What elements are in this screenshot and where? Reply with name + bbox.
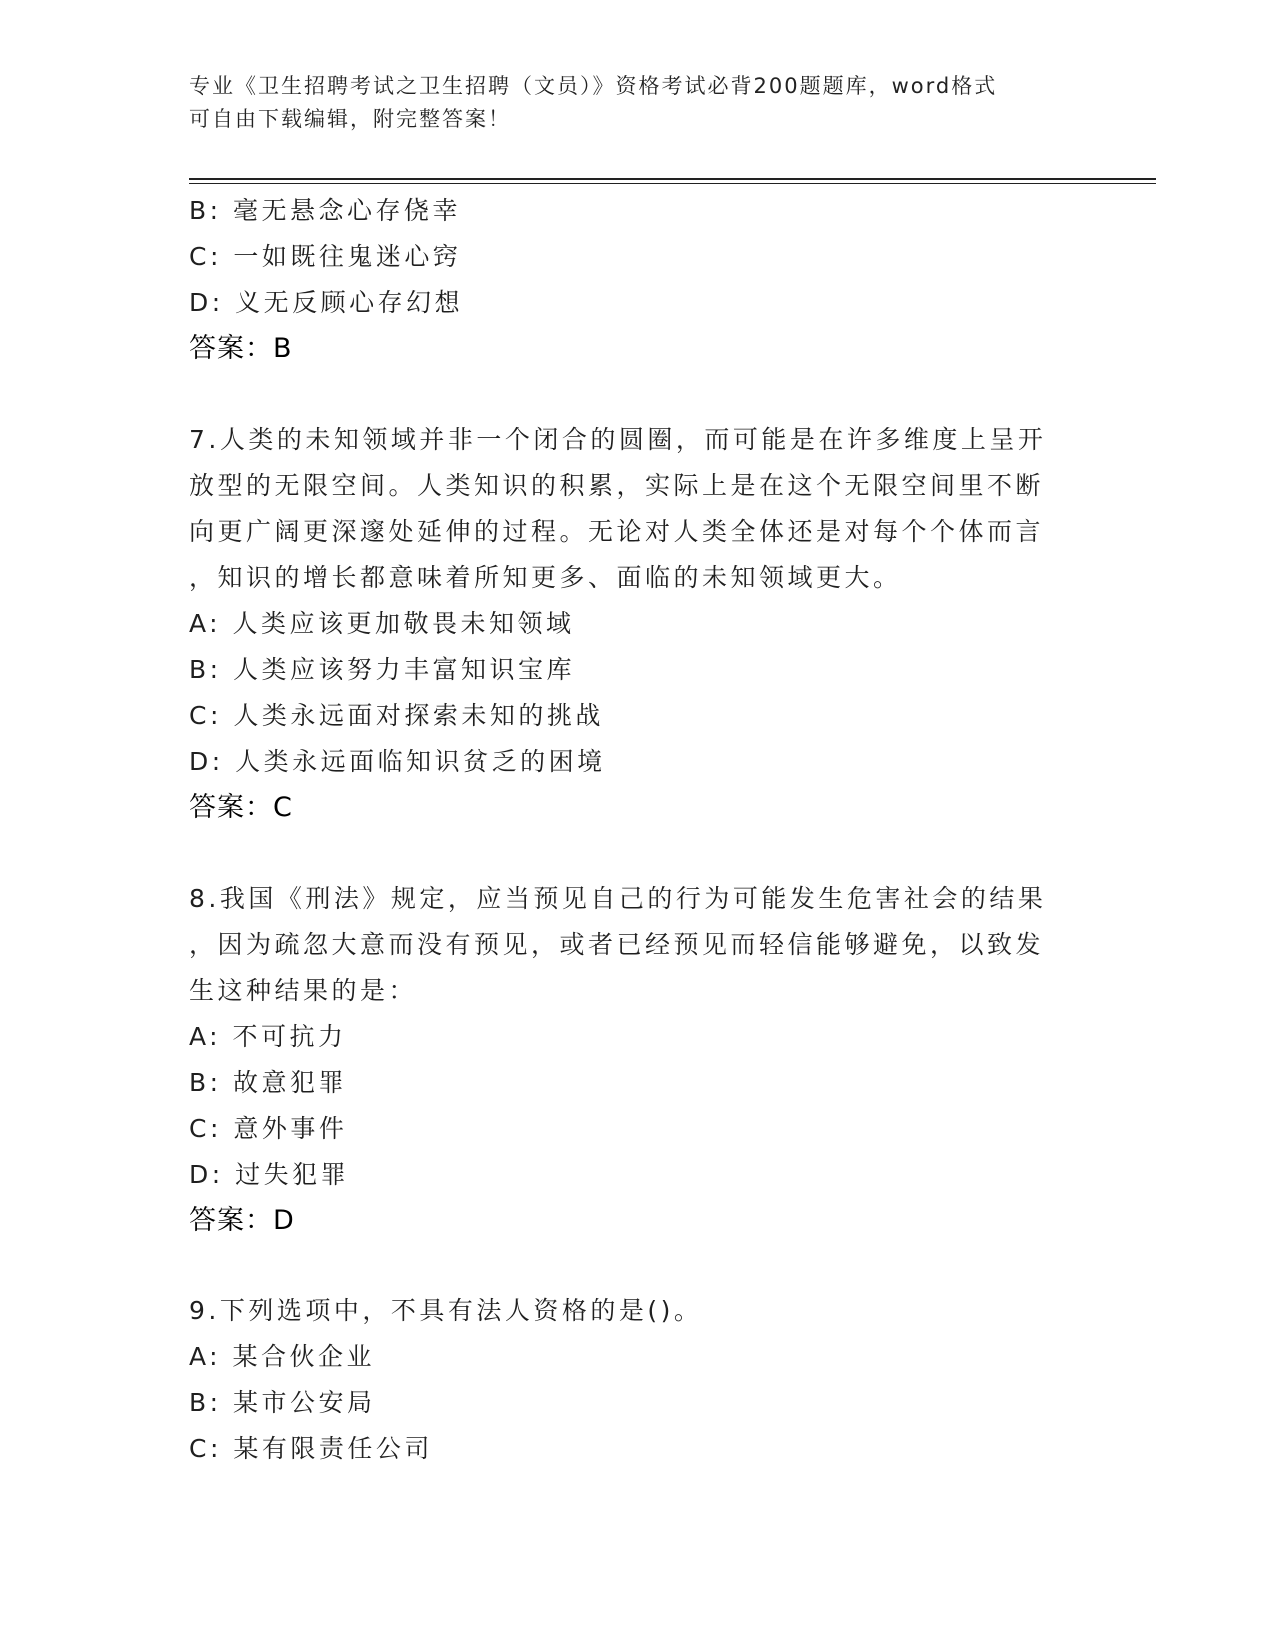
question-7: [189, 417, 1069, 831]
option-b: B: 人类应该努力丰富知识宝库: [189, 655, 576, 684]
answer: 答案：C: [189, 792, 293, 823]
option-b: B: 故意犯罪: [189, 1068, 348, 1097]
question-8: [189, 876, 1069, 1244]
question-stem-line: 放型的无限空间。人类知识的积累，实际上是在这个无限空间里不断: [189, 471, 1045, 500]
option-d: D: 人类永远面临知识贫乏的困境: [189, 747, 606, 776]
document-header: [189, 70, 1069, 136]
question-list: [189, 188, 1069, 1472]
option-b: B: 某市公安局: [189, 1388, 376, 1417]
header-line-1: 专业《卫生招聘考试之卫生招聘（文员）》资格考试必背200题题库，word格式: [189, 74, 998, 98]
question-stem-line: ，因为疏忽大意而没有预见，或者已经预见而轻信能够避免，以致发: [189, 930, 1045, 959]
header-line-2: 可自由下载编辑，附完整答案！: [189, 107, 511, 131]
question-9: [189, 1288, 1069, 1472]
question-stem-line: 9.下列选项中，不具有法人资格的是()。: [189, 1296, 703, 1325]
option-d: D: 义无反顾心存幻想: [189, 288, 464, 317]
header-divider: [189, 178, 1156, 184]
option-a: A: 不可抗力: [189, 1022, 347, 1051]
option-c: C: 某有限责任公司: [189, 1434, 433, 1463]
option-c: C: 人类永远面对探索未知的挑战: [189, 701, 604, 730]
option-d: D: 过失犯罪: [189, 1160, 350, 1189]
option-a: A: 某合伙企业: [189, 1342, 376, 1371]
option-b: B: 毫无悬念心存侥幸: [189, 196, 462, 225]
question-stem-line: ，知识的增长都意味着所知更多、面临的未知领域更大。: [189, 563, 902, 592]
option-c: C: 意外事件: [189, 1114, 348, 1143]
question-6: [189, 188, 1069, 372]
question-stem-line: 8.我国《刑法》规定，应当预见自己的行为可能发生危害社会的结果: [189, 884, 1047, 913]
question-stem-line: 生这种结果的是：: [189, 976, 418, 1005]
option-c: C: 一如既往鬼迷心窍: [189, 242, 462, 271]
answer: 答案：B: [189, 333, 293, 364]
answer: 答案：D: [189, 1205, 295, 1236]
question-stem-line: 向更广阔更深邃处延伸的过程。无论对人类全体还是对每个个体而言: [189, 517, 1045, 546]
option-a: A: 人类应该更加敬畏未知领域: [189, 609, 575, 638]
question-stem-line: 7.人类的未知领域并非一个闭合的圆圈，而可能是在许多维度上呈开: [189, 425, 1047, 454]
